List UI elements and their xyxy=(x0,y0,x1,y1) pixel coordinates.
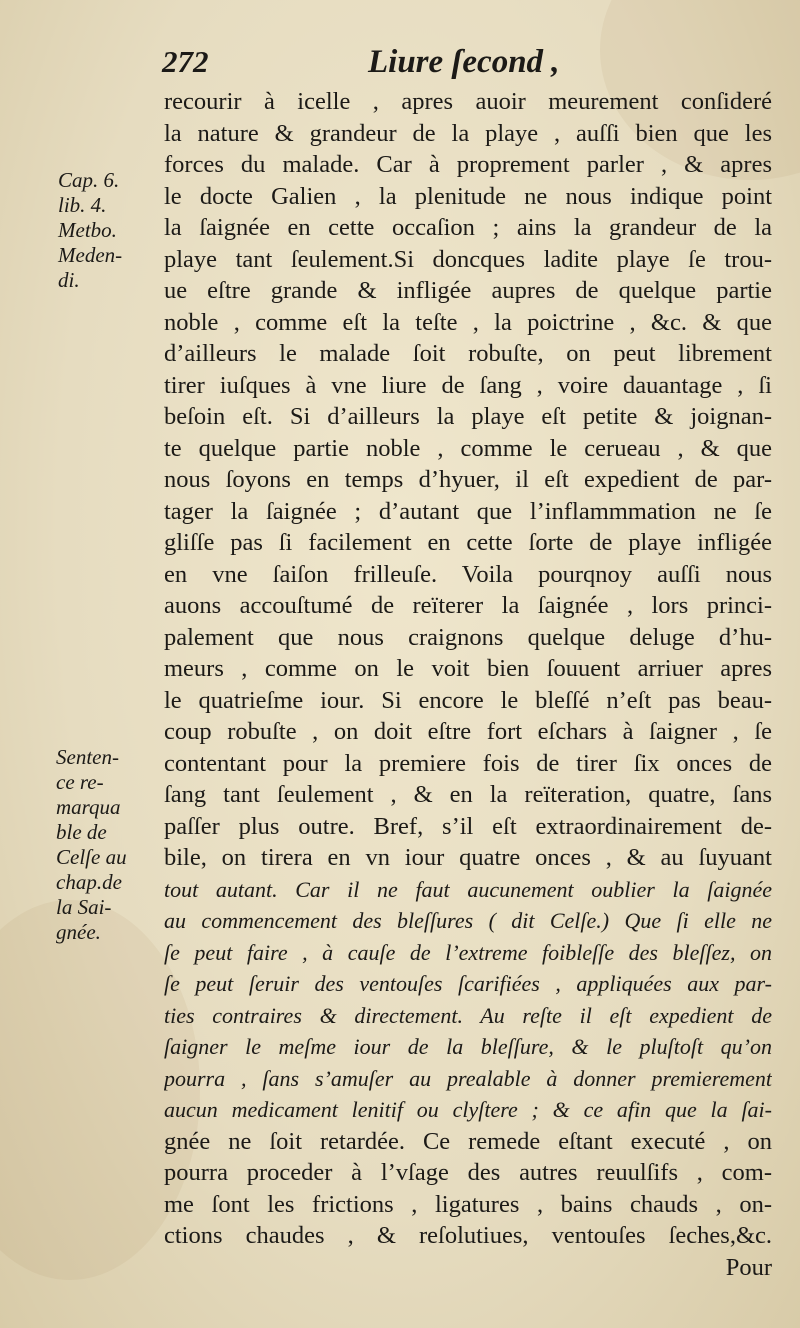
text-line: forces du malade. Car à proprement parler , & apres xyxy=(164,151,772,178)
margin-note-line: gnée. xyxy=(56,920,101,944)
body-text xyxy=(164,86,772,1283)
margin-note-line: la Sai- xyxy=(56,895,112,919)
margin-note-line: Celſe au xyxy=(56,845,127,869)
text-line: auons accouſtumé de reïterer la ſaignée , lors princi- xyxy=(164,592,772,619)
quote-line: ſe peut faire , à cauſe de l’extreme foibleſſe des bleſſez, on xyxy=(164,939,772,965)
margin-note-line: lib. 4. xyxy=(58,193,107,217)
text-line: ue eſtre grande & infligée aupres de quelque partie xyxy=(164,277,772,304)
text-line: la ſaignée en cette occaſion ; ains la grandeur de la xyxy=(164,214,772,241)
text-line: le docte Galien , la plenitude ne nous indique point xyxy=(164,182,772,210)
margin-note-line: Cap. 6. xyxy=(58,168,120,192)
margin-note-reference xyxy=(58,168,122,293)
text-line: d’ailleurs le malade ſoit robuſte, on peut librement xyxy=(164,340,772,367)
text-line: palement que nous craignons quelque deluge d’hu- xyxy=(164,623,772,651)
running-head: Liure ſecond , xyxy=(368,44,560,80)
text-line: te quelque partie noble , comme le cerueau , & que xyxy=(164,434,772,462)
text-line: meurs , comme on le voit bien ſouuent arriuer apres xyxy=(164,655,772,682)
quote-line: pourra , ſans s’amuſer au prealable à donner premierement xyxy=(164,1065,772,1091)
margin-note-line: ble de xyxy=(56,820,107,844)
page-number: 272 xyxy=(162,44,209,79)
text-line: me ſont les frictions , ligatures , bains chauds , on- xyxy=(164,1190,772,1218)
text-line: la nature & grandeur de la playe , auſſi bien que les xyxy=(164,119,772,147)
margin-note-line: Meden- xyxy=(58,243,123,267)
margin-note-line: Metbo. xyxy=(58,218,117,242)
margin-note-line: chap.de xyxy=(56,870,122,894)
quote-line: ties contraires & directement. Au reſte il eſt expedient de xyxy=(164,1002,772,1028)
margin-note-line: ce re- xyxy=(56,770,104,794)
text-line: beſoin eſt. Si d’ailleurs la playe eſt petite & joignan- xyxy=(164,403,772,430)
text-line: tirer iuſques à vne liure de ſang , voire dauantage , ſi xyxy=(164,371,772,399)
text-line: tager la ſaignée ; d’autant que l’inflammmation ne ſe xyxy=(164,497,772,525)
text-line: nous ſoyons en temps d’hyuer, il eſt expedient de par- xyxy=(164,466,772,493)
text-line: ctions chaudes , & reſolutiues, ventouſes ſeches,&c. xyxy=(164,1222,772,1249)
text-line: playe tant ſeulement.Si doncques ladite playe ſe trou- xyxy=(164,245,772,273)
quote-line: ſe peut ſeruir des ventouſes ſcarifiées , appliquées aux par- xyxy=(164,971,772,996)
text-line: paſſer plus outre. Bref, s’il eſt extraordinairement de- xyxy=(164,812,772,840)
catchword: Pour xyxy=(725,1253,772,1281)
text-line: le quatrieſme iour. Si encore le bleſſé n’eſt pas beau- xyxy=(164,686,772,714)
text-line: gnée ne ſoit retardée. Ce remede eſtant executé , on xyxy=(164,1127,772,1155)
quote-line: ſaigner le meſme iour de la bleſſure, & le pluſtoſt qu’on xyxy=(164,1034,772,1059)
text-line: contentant pour la premiere fois de tirer ſix onces de xyxy=(164,749,772,777)
text-line: coup robuſte , on doit eſtre fort eſchars à ſaigner , ſe xyxy=(164,718,772,745)
text-line: en vne ſaiſon frilleuſe. Voila pourqnoy auſſi nous xyxy=(164,560,772,588)
margin-note-line: di. xyxy=(58,268,80,292)
text-line: gliſſe pas ſi facilement en cette ſorte de playe infligée xyxy=(164,529,772,556)
text-line: pourra proceder à l’vſage des autres reuulſifs , com- xyxy=(164,1159,772,1186)
margin-note-line: Senten- xyxy=(56,745,119,769)
quote-line: au commencement des bleſſures ( dit Celſe.) Que ſi elle ne xyxy=(164,908,772,933)
text-line: noble , comme eſt la teſte , la poictrine , &c. & que xyxy=(164,308,772,336)
text-line: ſang tant ſeulement , & en la reïteration, quatre, ſans xyxy=(164,781,772,808)
text-line: recourir à icelle , apres auoir meurement conſideré xyxy=(164,88,772,115)
margin-note-celse xyxy=(56,745,127,945)
margin-note-line: marqua xyxy=(56,795,121,819)
quote-line: aucun medicament lenitif ou clyſtere ; & ce afin que la ſai- xyxy=(164,1097,772,1122)
page-header xyxy=(162,44,770,90)
quote-line: tout autant. Car il ne faut aucunement oublier la ſaignée xyxy=(164,876,772,902)
text-line: bile, on tirera en vn iour quatre onces , & au ſuyuant xyxy=(164,844,772,871)
